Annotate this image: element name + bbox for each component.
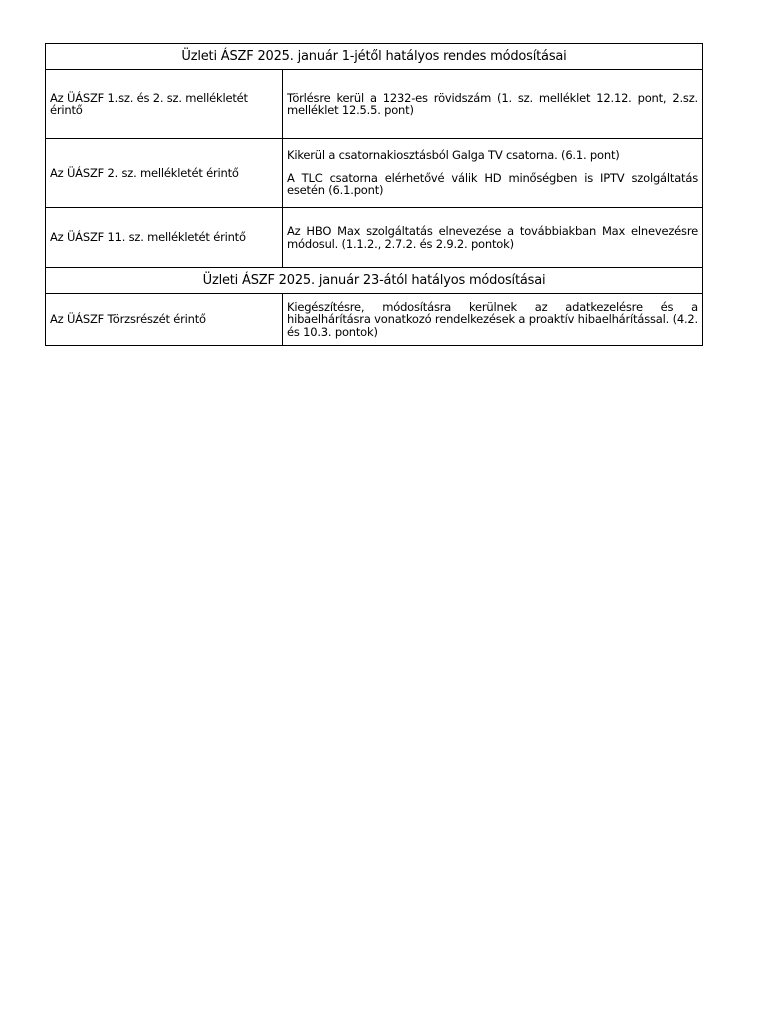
description-paragraph: Törlésre kerül a 1232-es rövidszám (1. sz. melléklet 12.12. pont, 2.sz. melléklet 12.5.5. pont) bbox=[287, 90, 698, 117]
description-paragraph: Kiegészítésre, módosításra kerülnek az adatkezelésre és a hibaelhárításra vonatkozó rendelkezések a proaktív hibaelhárítással. (4.2. és 10.3. pontok) bbox=[287, 299, 698, 339]
scope-label: Az ÜÁSZF 1.sz. és 2. sz. mellékletét érintő bbox=[46, 70, 283, 139]
description-paragraph: A TLC csatorna elérhetővé válik HD minőségben is IPTV szolgáltatás esetén (6.1.pont) bbox=[287, 170, 698, 198]
scope-label: Az ÜÁSZF Törzsrészét érintő bbox=[46, 294, 283, 346]
change-description bbox=[283, 294, 703, 346]
section-header-row bbox=[46, 268, 703, 294]
section-2-header: Üzleti ÁSZF 2025. január 23-ától hatályos módosításai bbox=[46, 268, 703, 294]
amendments-table bbox=[45, 43, 703, 346]
section-1-header: Üzleti ÁSZF 2025. január 1-jétől hatályos rendes módosításai bbox=[46, 44, 703, 70]
table-row bbox=[46, 139, 703, 208]
scope-label: Az ÜÁSZF 2. sz. mellékletét érintő bbox=[46, 139, 283, 208]
table-row bbox=[46, 208, 703, 268]
change-description bbox=[283, 70, 703, 139]
section-header-row bbox=[46, 44, 703, 70]
table-row bbox=[46, 294, 703, 346]
change-description bbox=[283, 139, 703, 208]
table-row bbox=[46, 70, 703, 139]
description-paragraph: Kikerül a csatornakiosztásból Galga TV csatorna. (6.1. pont) bbox=[287, 148, 620, 163]
scope-label: Az ÜÁSZF 11. sz. mellékletét érintő bbox=[46, 208, 283, 268]
change-description bbox=[283, 208, 703, 268]
description-paragraph: Az HBO Max szolgáltatás elnevezése a továbbiakban Max elnevezésre módosul. (1.1.2., 2.7.2. és 2.9.2. pontok) bbox=[287, 224, 698, 251]
